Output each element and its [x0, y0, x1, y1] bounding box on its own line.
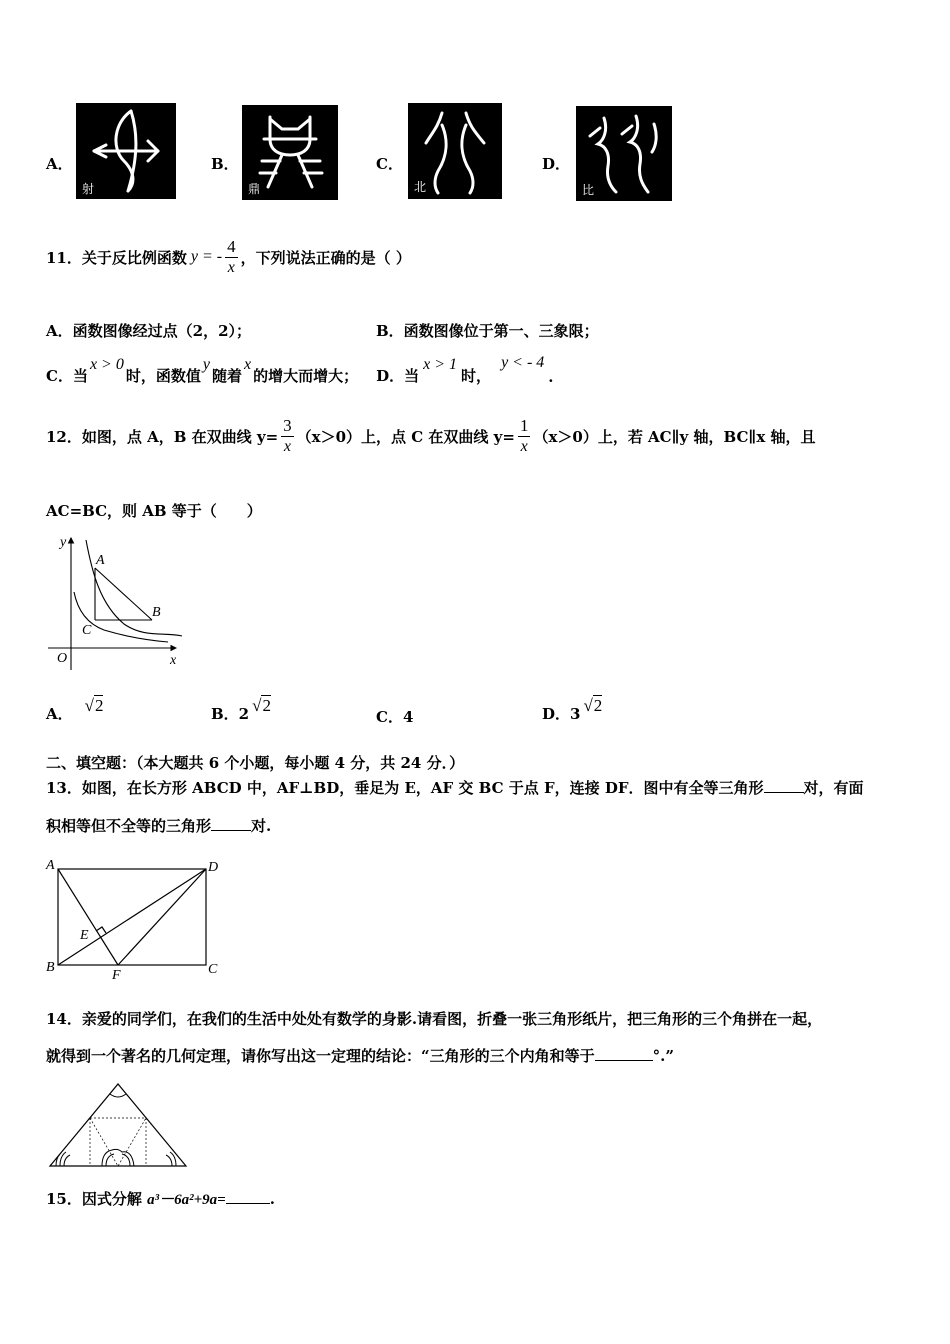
- q12-option-b-radical: √2: [252, 696, 271, 715]
- segment-ab: [95, 568, 152, 620]
- q15-blank[interactable]: [226, 1203, 270, 1204]
- point-c-label: C: [208, 962, 218, 977]
- glyph-caption: 射: [82, 182, 95, 196]
- q13-rectangle-figure: [44, 855, 230, 983]
- y-label: y: [60, 535, 67, 550]
- q13-stem-line1: [46, 777, 864, 798]
- q12-option-d-radical: √2: [583, 696, 603, 715]
- q11-option-a: A．函数图像经过点（2，2）；: [46, 322, 252, 340]
- q11-option-d-condition: x > 1: [423, 356, 458, 373]
- q12-part1: 12．如图，点 A，B 在双曲线 y=: [46, 427, 279, 446]
- q13-blank-2[interactable]: [211, 830, 251, 831]
- q12-option-a-radical: √2: [84, 696, 104, 715]
- q11-option-c-mid2: 随着: [211, 367, 242, 385]
- q12-stem-line1: [46, 412, 816, 460]
- q13-line2-tail: 对.: [251, 817, 272, 835]
- q10-option-d-label: D．: [542, 155, 571, 173]
- q12-option-a-radicand: 2: [94, 696, 104, 715]
- angle-arcs-center-inner: [106, 1154, 130, 1166]
- q12-fraction-2-denominator: x: [520, 437, 528, 455]
- q12-option-c: C．4: [376, 708, 414, 726]
- q14-line2-tail: °.”: [652, 1047, 674, 1065]
- q13-blank-1[interactable]: [764, 792, 804, 793]
- fold-lines-inner: [90, 1118, 146, 1166]
- oracle-glyph-bi-image: [576, 106, 672, 201]
- outer-triangle: [50, 1084, 186, 1166]
- q11-suffix: ，下列说法正确的是（ ）: [240, 248, 411, 267]
- q15-prefix: 15．因式分解: [46, 1190, 148, 1208]
- q11-option-d-result: y < - 4: [501, 354, 545, 371]
- q12-fraction-1-numerator: 3: [283, 415, 292, 435]
- point-c-label: C: [82, 623, 92, 638]
- q10-option-b-label: B．: [211, 155, 239, 173]
- q11-stem: [46, 235, 411, 279]
- q12-part3: （x＞0）上，若 AC∥y 轴，BC∥x 轴，且: [533, 427, 816, 446]
- q14-stem-line1: 14．亲爱的同学们，在我们的生活中处处有数学的身影.请看图，折叠一张三角形纸片，把三角形的三个角拼在一起，: [46, 1010, 823, 1028]
- q12-option-b: [211, 694, 271, 724]
- angle-arcs-center: [102, 1149, 134, 1166]
- q12-part2: （x＞0）上，点 C 在双曲线 y=: [296, 427, 515, 446]
- q11-option-c-mid1: 时，函数值: [125, 367, 201, 385]
- q12-hyperbola-figure: [44, 532, 184, 672]
- angle-arcs-right: [166, 1152, 176, 1166]
- q12-fraction-2-numerator: 1: [519, 415, 529, 435]
- point-f-label: F: [112, 968, 121, 983]
- q12-option-b-radicand: 2: [262, 696, 271, 715]
- x-label: x: [170, 653, 177, 668]
- fold-lines: [90, 1118, 146, 1166]
- q10-option-c-label: C．: [376, 155, 403, 173]
- q11-prefix: 11．关于反比例函数: [46, 248, 187, 267]
- q10-option-a-label: A．: [46, 155, 73, 173]
- origin-label: O: [57, 651, 68, 666]
- segment-af: [58, 869, 118, 965]
- q13-line1-text: 13．如图，在长方形 ABCD 中，AF⊥BD，垂足为 E，AF 交 BC 于点 F，连接 DF．图中有全等三角形: [46, 779, 764, 797]
- q11-option-d-mid: 时，: [461, 367, 492, 385]
- q13-stem-line2: [46, 815, 271, 836]
- q11-option-d-end: .: [548, 368, 554, 386]
- oracle-glyph-ding-image: [242, 105, 338, 200]
- q13-line2-text: 积相等但不全等的三角形: [46, 817, 212, 835]
- oracle-glyph-shoot-image: [76, 103, 176, 199]
- q12-fraction-1-denominator: x: [283, 437, 291, 455]
- point-e-label: E: [80, 928, 89, 943]
- q12-fraction-2: [518, 416, 531, 457]
- q11-option-c-y: y: [202, 356, 210, 373]
- q11-option-c-condition: x > 0: [89, 356, 124, 373]
- q12-option-b-label: B．2: [211, 705, 250, 723]
- point-a-label: A: [96, 553, 105, 568]
- q12-option-d-radicand: 2: [593, 696, 603, 715]
- angle-arc-top: [110, 1094, 126, 1097]
- q13-line1-tail: 对，有面: [803, 779, 864, 797]
- q11-option-c-x: x: [244, 356, 252, 373]
- glyph-caption: 比: [582, 183, 595, 197]
- q15-tail: .: [269, 1190, 275, 1208]
- q11-function-fraction: [225, 237, 238, 278]
- point-b-label: B: [46, 960, 55, 975]
- q11-option-b: B．函数图像位于第一、三象限；: [376, 322, 599, 340]
- point-a-label: A: [46, 858, 55, 873]
- point-b-label: B: [152, 605, 161, 620]
- q11-function-lhs: y = -: [190, 248, 223, 265]
- q11-fraction-denominator: x: [227, 258, 235, 276]
- q11-option-c-end: 的增大而增大；: [253, 367, 359, 385]
- q11-option-d-prefix: D．当: [376, 367, 420, 385]
- q12-option-a-label: A．: [46, 705, 73, 723]
- q11-fraction-numerator: 4: [227, 236, 236, 256]
- q11-option-cd-row: [46, 356, 554, 386]
- q12-option-d-label: D．3: [542, 705, 581, 723]
- q14-stem-line2: [46, 1045, 674, 1066]
- point-d-label: D: [208, 860, 219, 875]
- oracle-glyph-bei-image: [408, 103, 502, 199]
- q15-expression: a³－6a²+9a=: [147, 1192, 226, 1208]
- q15-stem: [46, 1188, 275, 1209]
- q12-option-a: [46, 694, 103, 724]
- q11-option-c-prefix: C．当: [46, 367, 88, 385]
- q14-blank[interactable]: [595, 1060, 653, 1061]
- angle-arcs-left: [56, 1152, 70, 1166]
- q14-folded-triangle-figure: [46, 1080, 190, 1170]
- section-2-heading: 二、填空题：（本大题共 6 个小题，每小题 4 分，共 24 分．）: [46, 754, 465, 772]
- glyph-caption: 鼎: [248, 182, 261, 196]
- q12-stem-line2: AC=BC，则 AB 等于（ ）: [46, 502, 262, 520]
- q14-line2-text: 就得到一个著名的几何定理，请你写出这一定理的结论：“三角形的三个内角和等于: [46, 1047, 595, 1065]
- q12-fraction-1: [281, 416, 294, 457]
- q12-option-d: [542, 694, 602, 724]
- glyph-caption: 北: [414, 180, 427, 194]
